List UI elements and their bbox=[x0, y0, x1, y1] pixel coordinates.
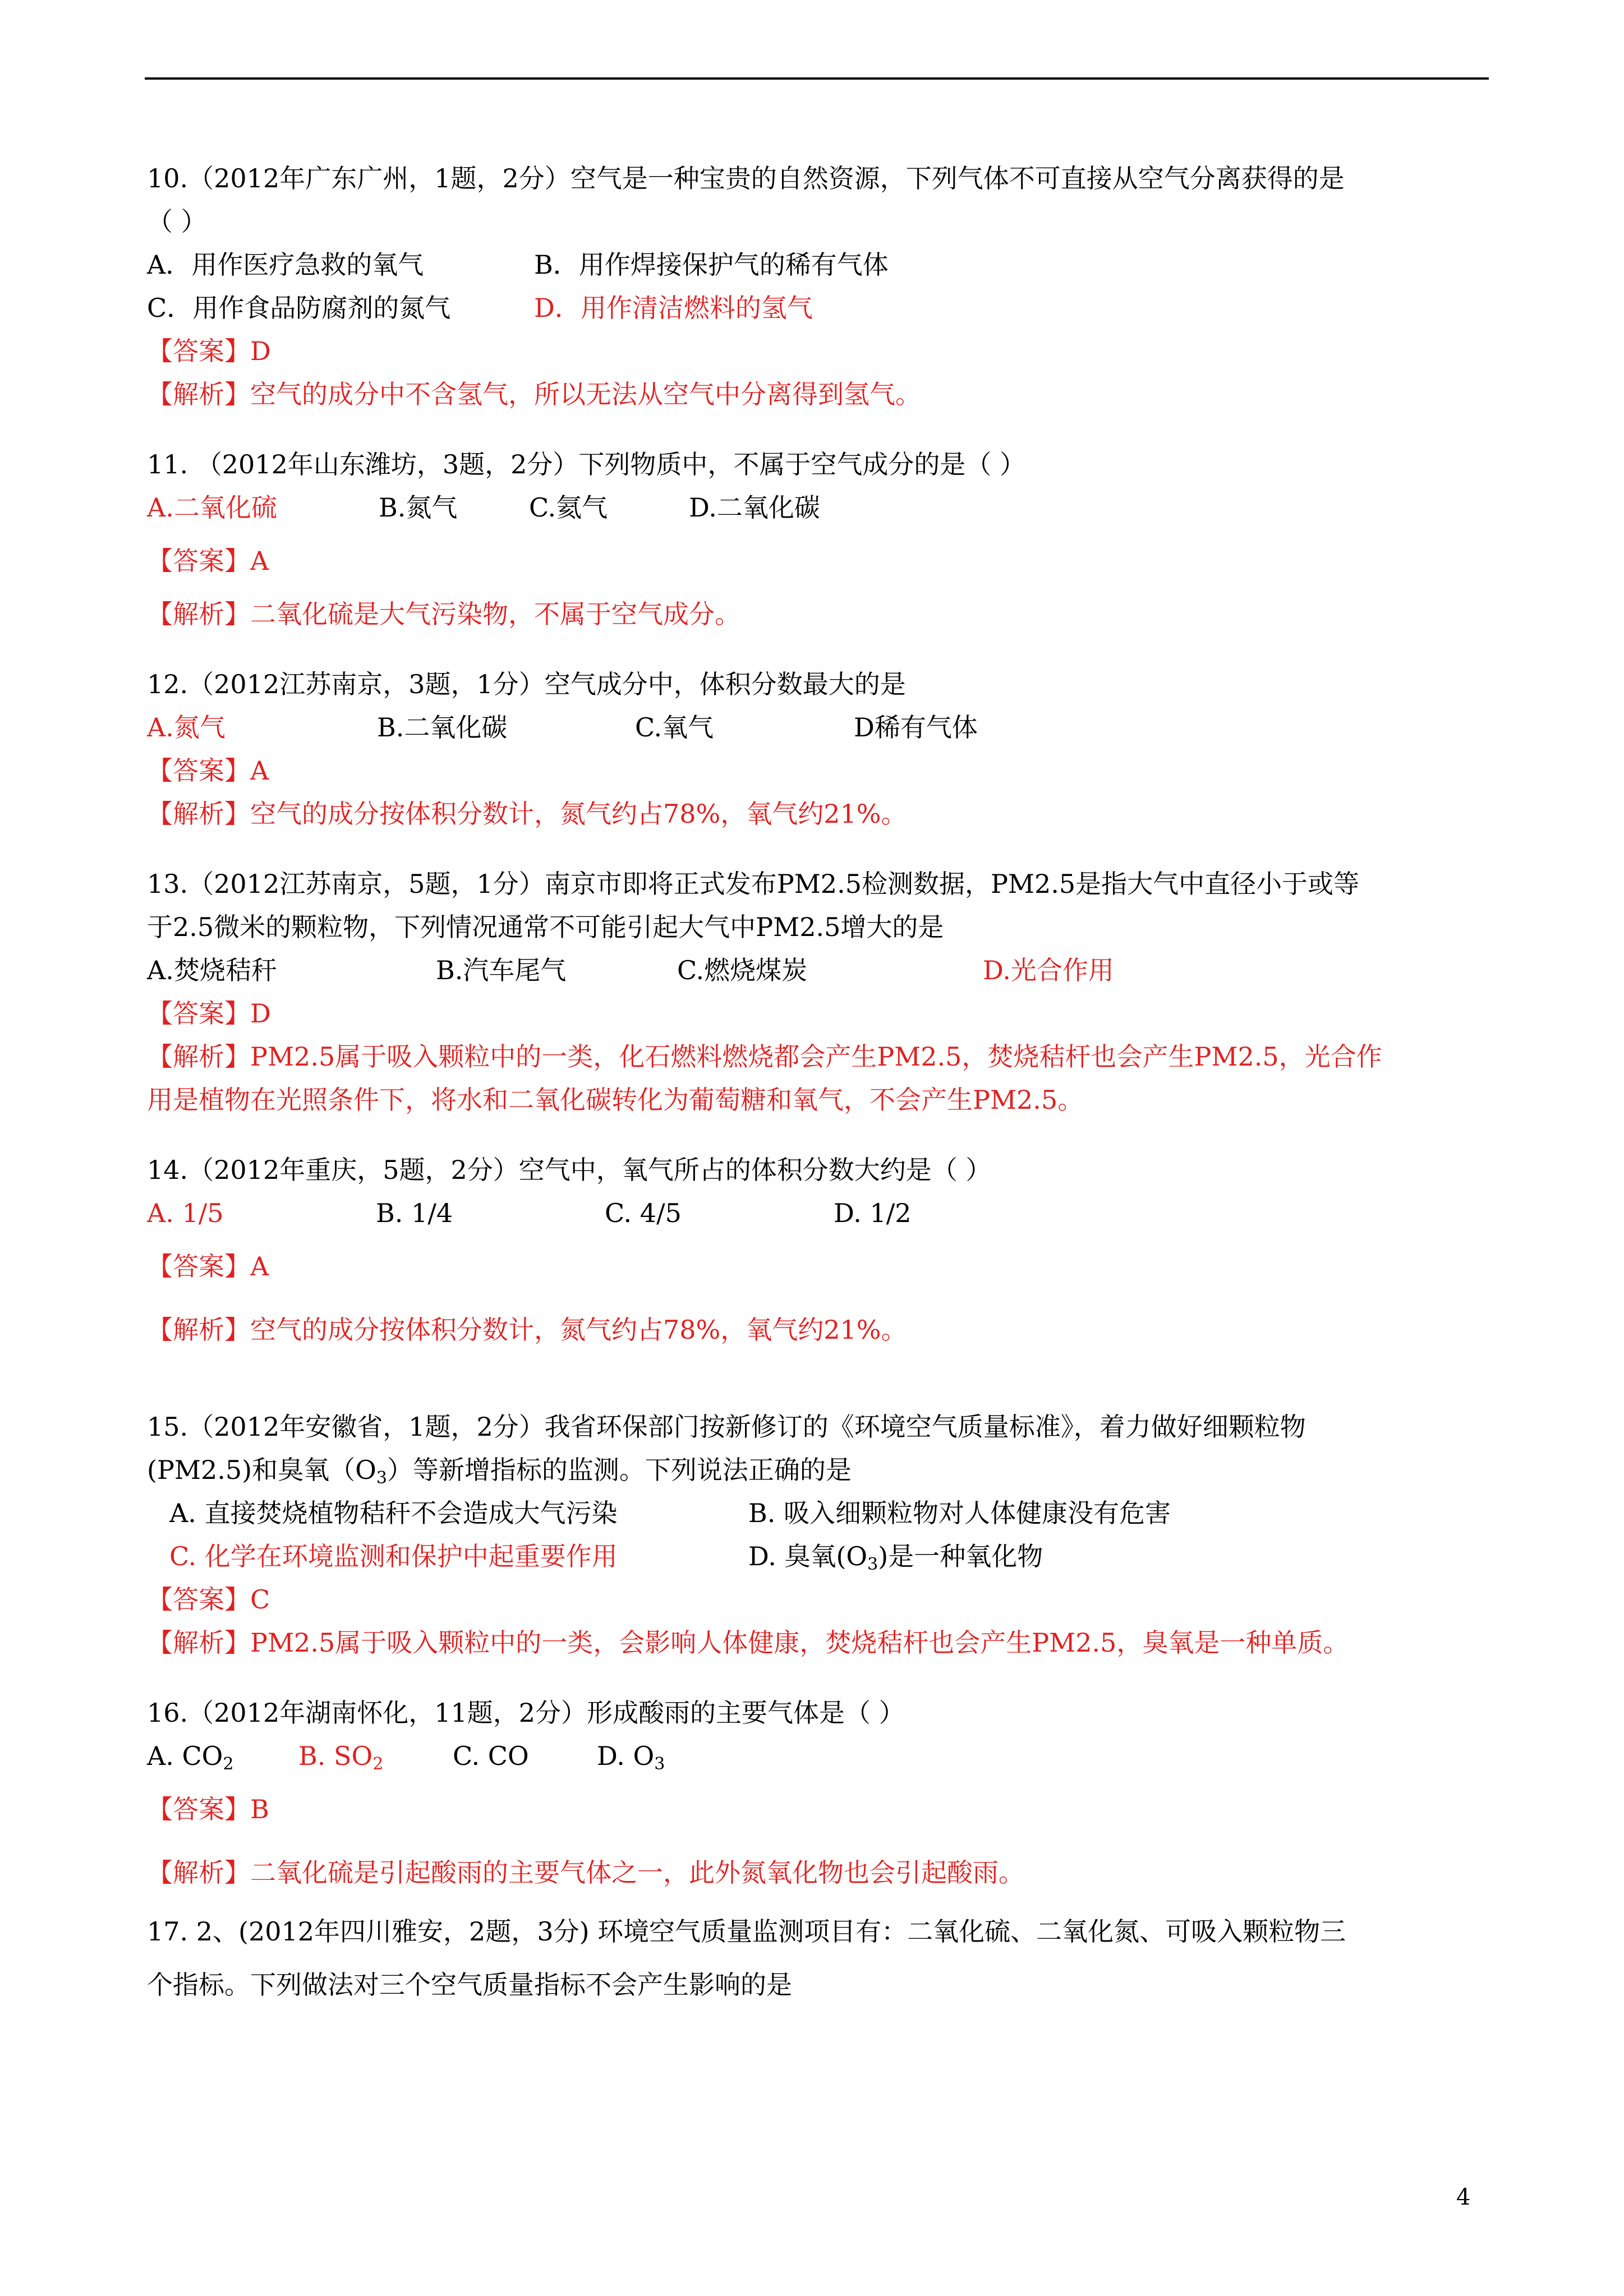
q13-analysis-line1: 【解析】PM2.5属于吸入颗粒中的一类，化石燃料燃烧都会产生PM2.5，焚烧秸杆也会产生PM2.5，光合作 bbox=[147, 1041, 1382, 1072]
q15-options-row2 bbox=[147, 1535, 1493, 1578]
q15-option-d-text: D. 臭氧(O bbox=[748, 1541, 868, 1571]
spacer bbox=[147, 1122, 1493, 1149]
q17-stem-line2: 个指标。下列做法对三个空气质量指标不会产生影响的是 bbox=[147, 1970, 792, 2000]
q10-stem: 10.（2012年广东广州，1题，2分）空气是一种宝贵的自然资源，下列气体不可直接从空气分离获得的是 bbox=[147, 163, 1345, 193]
q12-option-d: D稀有气体 bbox=[854, 712, 978, 743]
q11-option-a: A.二氧化硫 bbox=[147, 492, 277, 523]
spacer bbox=[147, 636, 1493, 663]
q12-options bbox=[147, 706, 1493, 749]
q15-stem-line2 bbox=[147, 1449, 1493, 1492]
q10-analysis: 【解析】空气的成分中不含氢气，所以无法从空气中分离得到氢气。 bbox=[147, 379, 921, 409]
spacer bbox=[147, 1894, 1493, 1910]
q11-option-b: B.氮气 bbox=[379, 492, 458, 523]
q14-option-c: C. 4/5 bbox=[605, 1198, 682, 1228]
q16-options bbox=[147, 1735, 1493, 1778]
q13-option-d: D.光合作用 bbox=[983, 955, 1114, 985]
q13-options bbox=[147, 949, 1493, 992]
q13-stem-line1: 13.（2012江苏南京，5题，1分）南京市即将正式发布PM2.5检测数据，PM2.5是指大气中直径小于或等 bbox=[147, 869, 1360, 899]
q15-stem-text-end: ）等新增指标的监测。下列说法正确的是 bbox=[387, 1455, 852, 1485]
q15-options-row1 bbox=[147, 1492, 1493, 1535]
q11-answer: 【答案】A bbox=[147, 546, 269, 576]
q14-stem: 14.（2012年重庆，5题，2分）空气中，氧气所占的体积分数大约是（ ） bbox=[147, 1155, 992, 1185]
spacer bbox=[147, 836, 1493, 863]
q14-option-a: A. 1/5 bbox=[147, 1198, 224, 1228]
q16-option-d bbox=[597, 1735, 665, 1778]
q14-analysis: 【解析】空气的成分按体积分数计，氮气约占78%，氧气约21%。 bbox=[147, 1315, 907, 1345]
q11-option-c: C.氦气 bbox=[529, 492, 608, 523]
q15-option-b: B. 吸入细颗粒物对人体健康没有危害 bbox=[748, 1498, 1171, 1528]
q16-analysis: 【解析】二氧化硫是引起酸雨的主要气体之一，此外氮氧化物也会引起酸雨。 bbox=[147, 1857, 1024, 1888]
spacer bbox=[147, 416, 1493, 443]
document-body bbox=[147, 157, 1493, 2007]
q10-answer: 【答案】D bbox=[147, 336, 271, 366]
q11-stem: 11. （2012年山东潍坊，3题，2分）下列物质中，不属于空气成分的是（ ） bbox=[147, 449, 1025, 480]
q16-option-a bbox=[147, 1735, 298, 1778]
question-14 bbox=[147, 1149, 1493, 1352]
q13-option-a: A.焚烧秸秆 bbox=[147, 955, 277, 985]
q12-analysis: 【解析】空气的成分按体积分数计，氮气约占78%，氧气约21%。 bbox=[147, 799, 907, 829]
q11-options bbox=[147, 486, 1493, 529]
q10-option-c: C．用作食品防腐剂的氮气 bbox=[147, 293, 451, 323]
question-17 bbox=[147, 1910, 1493, 2007]
q12-option-c: C.氧气 bbox=[635, 712, 714, 743]
spacer bbox=[147, 1352, 1493, 1405]
q16-option-d-text: D. O bbox=[597, 1741, 655, 1771]
q14-option-b: B. 1/4 bbox=[376, 1198, 453, 1228]
q10-options-row1 bbox=[147, 243, 1493, 287]
q10-paren: （ ） bbox=[147, 206, 207, 237]
question-15 bbox=[147, 1405, 1493, 1665]
q17-stem-line1: 17. 2、(2012年四川雅安，2题，3分) 环境空气质量监测项目有：二氧化硫、二氧化氮、可吸入颗粒物三 bbox=[147, 1916, 1346, 1947]
header-rule bbox=[145, 77, 1489, 80]
q16-option-c: C. CO bbox=[453, 1741, 529, 1771]
q15-option-d-subscript: 3 bbox=[867, 1555, 878, 1574]
q13-option-c: C.燃烧煤炭 bbox=[677, 955, 808, 985]
q13-stem-line2: 于2.5微米的颗粒物，下列情况通常不可能引起大气中PM2.5增大的是 bbox=[147, 912, 944, 942]
page-number: 4 bbox=[1456, 2184, 1471, 2210]
q16-option-a-text: A. CO bbox=[147, 1741, 223, 1771]
q12-option-b: B.二氧化碳 bbox=[377, 712, 508, 743]
q15-option-c: C. 化学在环境监测和保护中起重要作用 bbox=[169, 1541, 618, 1571]
question-12 bbox=[147, 663, 1493, 836]
q14-options bbox=[147, 1192, 1493, 1235]
q12-answer: 【答案】A bbox=[147, 755, 269, 786]
q16-option-b-text: B. SO bbox=[298, 1741, 373, 1771]
q13-answer: 【答案】D bbox=[147, 998, 271, 1029]
q12-stem: 12.（2012江苏南京，3题，1分）空气成分中，体积分数最大的是 bbox=[147, 669, 906, 699]
q13-analysis-line2: 用是植物在光照条件下，将水和二氧化碳转化为葡萄糖和氧气，不会产生PM2.5。 bbox=[147, 1085, 1084, 1115]
q15-answer: 【答案】C bbox=[147, 1584, 270, 1615]
q16-option-b bbox=[298, 1735, 453, 1778]
q14-answer: 【答案】A bbox=[147, 1251, 269, 1281]
q15-stem-line1: 15.（2012年安徽省，1题，2分）我省环保部门按新修订的《环境空气质量标准》，着力做好细颗粒物 bbox=[147, 1412, 1306, 1442]
spacer bbox=[147, 1665, 1493, 1691]
q10-option-a: A．用作医疗急救的氧气 bbox=[147, 250, 424, 280]
q11-option-d: D.二氧化碳 bbox=[689, 492, 820, 523]
q16-option-d-subscript: 3 bbox=[654, 1754, 665, 1774]
q14-option-d: D. 1/2 bbox=[834, 1198, 912, 1228]
q16-answer: 【答案】B bbox=[147, 1794, 269, 1824]
q13-option-b: B.汽车尾气 bbox=[436, 955, 567, 985]
q11-analysis: 【解析】二氧化硫是大气污染物，不属于空气成分。 bbox=[147, 599, 740, 629]
q15-option-d bbox=[748, 1535, 1043, 1578]
question-13 bbox=[147, 863, 1493, 1122]
q15-analysis: 【解析】PM2.5属于吸入颗粒中的一类，会影响人体健康，焚烧秸杆也会产生PM2.5，臭氧是一种单质。 bbox=[147, 1628, 1349, 1658]
q15-stem-text: (PM2.5)和臭氧（O bbox=[147, 1455, 376, 1485]
q16-option-a-subscript: 2 bbox=[223, 1754, 234, 1774]
question-11 bbox=[147, 443, 1493, 636]
q10-option-d: D．用作清洁燃料的氢气 bbox=[534, 293, 813, 323]
q16-stem: 16.（2012年湖南怀化，11题，2分）形成酸雨的主要气体是（ ） bbox=[147, 1698, 905, 1728]
question-16 bbox=[147, 1691, 1493, 1894]
q15-option-a: A. 直接焚烧植物秸秆不会造成大气污染 bbox=[169, 1498, 618, 1528]
q10-option-b: B．用作焊接保护气的稀有气体 bbox=[534, 250, 889, 280]
q10-options-row2 bbox=[147, 287, 1493, 330]
q12-option-a: A.氮气 bbox=[147, 712, 226, 743]
q15-stem-subscript: 3 bbox=[376, 1468, 387, 1488]
q15-option-d-text-end: )是一种氧化物 bbox=[878, 1541, 1043, 1571]
question-10 bbox=[147, 157, 1493, 416]
q16-option-b-subscript: 2 bbox=[372, 1754, 384, 1774]
